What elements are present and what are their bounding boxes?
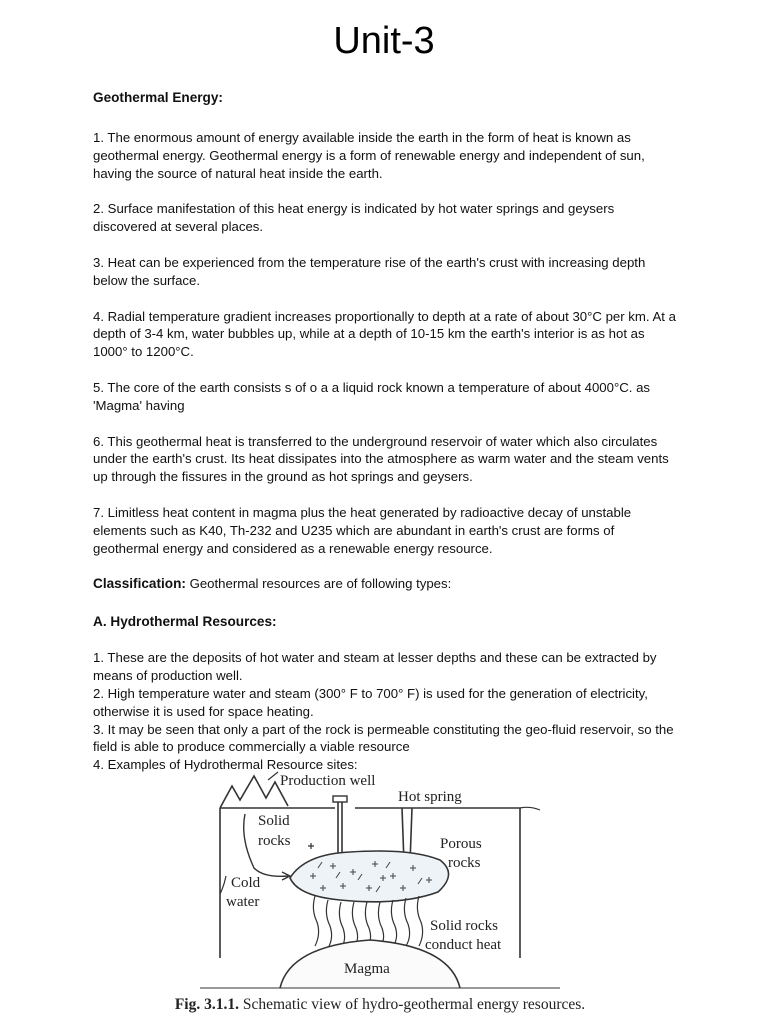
label-cold-water-2: water bbox=[226, 894, 260, 910]
classification-line bbox=[93, 575, 681, 593]
label-solid-rocks-1: Solid bbox=[258, 813, 290, 829]
hydro-point-2: 2. High temperature water and steam (300° F to 700° F) is used for the generation of electricity, otherwise it is used for space heating. bbox=[93, 685, 648, 719]
hydro-point-4: 4. Examples of Hydrothermal Resource sites: bbox=[93, 757, 358, 773]
paragraph-2: 2. Surface manifestation of this heat energy is indicated by hot water springs and geysers discovered at several places. bbox=[93, 201, 615, 235]
classification-text: Geothermal resources are of following types: bbox=[185, 576, 452, 592]
label-magma: Magma bbox=[344, 961, 390, 977]
wellhead-icon bbox=[333, 796, 347, 802]
hydrothermal-figure bbox=[140, 768, 620, 1020]
hydro-list bbox=[93, 649, 681, 774]
figure-caption bbox=[140, 996, 620, 1014]
label-porous-rocks-1: Porous bbox=[440, 836, 482, 852]
label-solid-rocks-conduct-1: Solid rocks bbox=[430, 918, 498, 934]
paragraph-3: 3. Heat can be experienced from the temperature rise of the earth's crust with increasing depth below the surface. bbox=[93, 254, 646, 288]
paragraph-1: 1. The enormous amount of energy available inside the earth in the form of heat is known as geothermal energy. Geothermal energy is a form of renewable energy and independent of sun, having the source of natural heat inside the earth. bbox=[93, 130, 645, 181]
label-cold-water-1: Cold bbox=[231, 875, 261, 891]
hydrothermal-diagram bbox=[140, 768, 620, 996]
document-body bbox=[93, 89, 681, 774]
label-solid-rocks-conduct-2: conduct heat bbox=[425, 937, 502, 953]
label-hot-spring: Hot spring bbox=[398, 789, 462, 805]
label-production-well: Production well bbox=[280, 773, 376, 789]
label-porous-rocks-2: rocks bbox=[448, 855, 481, 871]
classification-label: Classification: bbox=[93, 576, 186, 592]
paragraph-6: 6. This geothermal heat is transferred to the underground reservoir of water which also circulates under the earth's crust. Its heat dissipates into the atmosphere as warm water and the steam vents up through the fissures in the ground as hot springs and geysers. bbox=[93, 433, 669, 485]
page-title: Unit-3 bbox=[333, 20, 435, 62]
section-heading: Geothermal Energy: bbox=[93, 90, 223, 105]
hydro-point-3: 3. It may be seen that only a part of the rock is permeable constituting the geo-fluid reservoir, so the field is able to produce commercially a viable resource bbox=[93, 721, 674, 755]
paragraph-4: 4. Radial temperature gradient increases proportionally to depth at a rate of about 30°C per km. At a depth of 3-4 km, water bubbles up, while at a depth of 10-15 km the earth's interior is as hot as 1000° to 1200°C. bbox=[93, 308, 676, 360]
figure-caption-label: Fig. 3.1.1. bbox=[174, 996, 239, 1013]
paragraph-5: 5. The core of the earth consists s of o a a liquid rock known a temperature of about 4000°C. as 'Magma' having bbox=[93, 379, 651, 413]
label-solid-rocks-2: rocks bbox=[258, 833, 291, 849]
paragraph-7: 7. Limitless heat content in magma plus the heat generated by radioactive decay of unstable elements such as K40, Th-232 and U235 which are abundant in earth's crust are forms of geothermal energy and considered as a renewable energy resource. bbox=[93, 504, 632, 556]
figure-caption-text: Schematic view of hydro-geothermal energy resources. bbox=[238, 996, 586, 1013]
mountains-icon bbox=[220, 776, 288, 808]
subsection-heading: A. Hydrothermal Resources: bbox=[93, 614, 277, 630]
hydro-point-1: 1. These are the deposits of hot water and steam at lesser depths and these can be extracted by means of production well. bbox=[93, 650, 657, 684]
